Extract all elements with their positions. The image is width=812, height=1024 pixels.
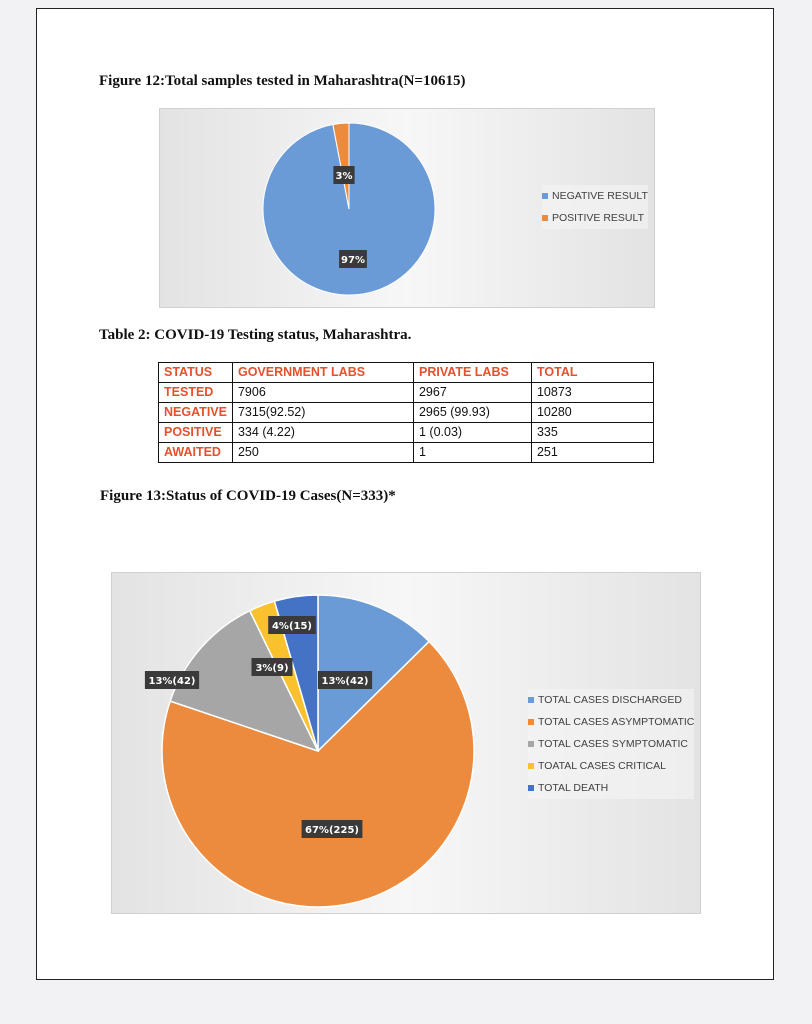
column-header-private-labs: PRIVATE LABS	[413, 363, 531, 383]
legend-item-asymptomatic	[528, 711, 694, 733]
pie-data-label	[339, 250, 367, 268]
legend-swatch-symptomatic	[528, 741, 534, 747]
pie-data-label	[333, 166, 354, 184]
row-label-tested: TESTED	[159, 383, 233, 403]
table-cell: 334 (4.22)	[232, 423, 413, 443]
table-header-row	[159, 363, 654, 383]
legend-swatch-negative	[542, 193, 548, 199]
legend-label-discharged: TOTAL CASES DISCHARGED	[538, 694, 682, 706]
table-2-heading: Table 2: COVID-19 Testing status, Maharashtra.	[99, 327, 412, 343]
pie-data-label	[145, 671, 199, 689]
row-label-positive: POSITIVE	[159, 423, 233, 443]
figure-13-pie-chart	[111, 572, 701, 914]
legend-swatch-critical	[528, 763, 534, 769]
figure-13-legend	[528, 689, 694, 799]
column-header-total: TOTAL	[531, 363, 653, 383]
table-row	[159, 403, 654, 423]
pie-data-label	[318, 671, 372, 689]
covid-testing-status-table	[158, 362, 654, 463]
table-cell: 250	[232, 443, 413, 463]
figure-12-legend	[542, 185, 648, 229]
legend-item-negative	[542, 185, 648, 207]
legend-item-discharged	[528, 689, 694, 711]
legend-item-symptomatic	[528, 733, 694, 755]
legend-label-critical: TOATAL CASES CRITICAL	[538, 760, 666, 772]
table-cell: 2967	[413, 383, 531, 403]
legend-swatch-discharged	[528, 697, 534, 703]
pie-label-text: 3%	[335, 171, 353, 182]
pie-label-text: 97%	[341, 255, 365, 266]
legend-swatch-asymptomatic	[528, 719, 534, 725]
legend-swatch-positive	[542, 215, 548, 221]
pie-label-text: 4%(15)	[271, 621, 313, 632]
table-row	[159, 423, 654, 443]
column-header-government-labs: GOVERNMENT LABS	[232, 363, 413, 383]
table-cell: 251	[531, 443, 653, 463]
legend-label-negative: NEGATIVE RESULT	[552, 190, 648, 202]
figure-12-pie-chart	[159, 108, 655, 308]
legend-swatch-death	[528, 785, 534, 791]
figure-13-heading: Figure 13:Status of COVID-19 Cases(N=333)*	[100, 488, 396, 504]
legend-label-death: TOTAL DEATH	[538, 782, 609, 794]
table-cell: 10873	[531, 383, 653, 403]
pie-data-label	[268, 616, 316, 634]
row-label-negative: NEGATIVE	[159, 403, 233, 423]
legend-item-positive	[542, 207, 648, 229]
table-cell: 7315(92.52)	[232, 403, 413, 423]
legend-item-critical	[528, 755, 694, 777]
table-cell: 2965 (99.93)	[413, 403, 531, 423]
table-cell: 1	[413, 443, 531, 463]
column-header-status: STATUS	[159, 363, 233, 383]
table-row	[159, 383, 654, 403]
figure-12-heading: Figure 12:Total samples tested in Maharashtra(N=10615)	[99, 73, 466, 89]
row-label-awaited: AWAITED	[159, 443, 233, 463]
table-row	[159, 443, 654, 463]
pie-data-label	[302, 820, 363, 838]
pie-data-label	[252, 658, 293, 676]
pie-label-text: 67%(225)	[305, 825, 359, 836]
table-cell: 10280	[531, 403, 653, 423]
pie-label-text: 13%(42)	[321, 676, 369, 687]
legend-label-positive: POSITIVE RESULT	[552, 212, 644, 224]
legend-label-asymptomatic: TOTAL CASES ASYMPTOMATIC	[538, 716, 695, 728]
legend-label-symptomatic: TOTAL CASES SYMPTOMATIC	[538, 738, 688, 750]
table-cell: 1 (0.03)	[413, 423, 531, 443]
pie-label-text: 13%(42)	[148, 676, 196, 687]
pie-label-text: 3%(9)	[255, 663, 289, 674]
table-cell: 7906	[232, 383, 413, 403]
table-cell: 335	[531, 423, 653, 443]
legend-item-death	[528, 777, 694, 799]
